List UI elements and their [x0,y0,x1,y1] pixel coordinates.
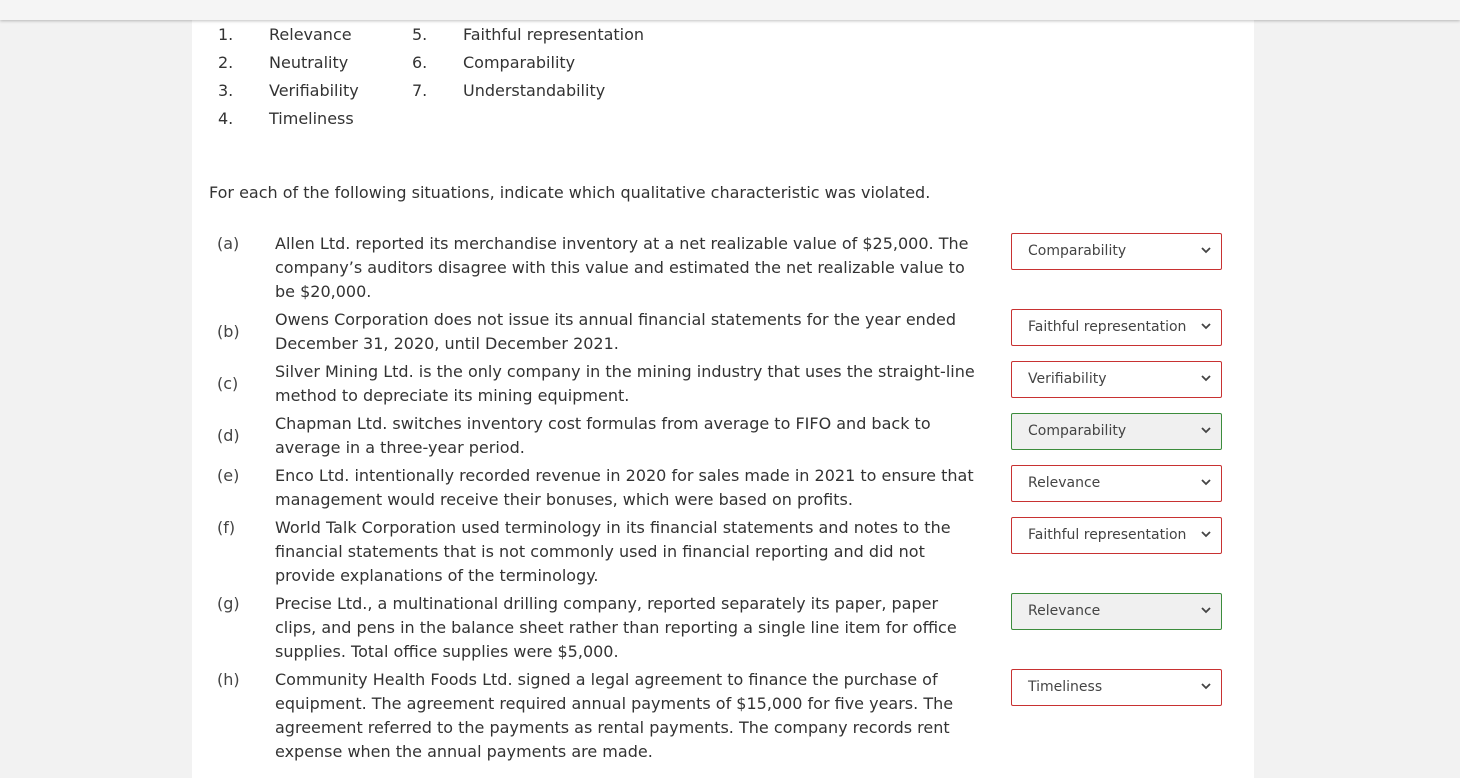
chevron-down-icon [1201,375,1211,382]
chevron-down-icon [1201,323,1211,330]
selected-value: Faithful representation [1028,319,1187,335]
list-item: Timeliness [269,109,354,128]
answer-select[interactable] [1011,517,1222,554]
selected-value: Comparability [1028,423,1127,439]
list-item: Faithful representation [463,25,645,44]
list-number: 6. [412,53,428,72]
question-text: Chapman Ltd. switches inventory cost formulas from average to FIFO and back to average in a three-year period. [275,414,931,457]
question-label: (e) [217,466,240,485]
chevron-down-icon [1201,607,1211,614]
chevron-down-icon [1201,479,1211,486]
answer-select[interactable] [1011,233,1222,270]
list-item: Neutrality [269,53,349,72]
list-item: Relevance [269,25,352,44]
question-text: Owens Corporation does not issue its annual financial statements for the year ended December 31, 2020, until December 2021. [275,310,956,353]
question-text: Precise Ltd., a multinational drilling company, reported separately its paper, paper clips, and pens in the balance sheet rather than reporting a single line item for office supplies. Total office supplies were $5,000. [275,594,957,661]
chevron-down-icon [1201,247,1211,254]
question-label: (h) [217,670,240,689]
selected-value: Verifiability [1028,371,1107,387]
list-number: 1. [218,25,234,44]
question-text: Allen Ltd. reported its merchandise inventory at a net realizable value of $25,000. The company’s auditors disagree with this value and estimated the net realizable value to be $20,000. [275,234,969,301]
instruction-text: For each of the following situations, indicate which qualitative characteristic was violated. [209,183,931,202]
question-label: (c) [217,374,239,393]
selected-value: Timeliness [1028,679,1103,695]
question-text: World Talk Corporation used terminology in its financial statements and notes to the financial statements that is not commonly used in financial reporting and did not provide explanations of the terminology. [275,518,951,585]
list-item: Understandability [463,81,606,100]
right-gutter [1254,0,1460,778]
answer-select[interactable] [1011,309,1222,346]
question-label: (g) [217,594,240,613]
answer-select[interactable] [1011,465,1222,502]
question-text: Enco Ltd. intentionally recorded revenue in 2020 for sales made in 2021 to ensure that management would receive their bonuses, which were based on profits. [275,466,974,509]
question-text: Silver Mining Ltd. is the only company in the mining industry that uses the straight-line method to depreciate its mining equipment. [275,362,975,405]
list-number: 4. [218,109,234,128]
answer-select[interactable] [1011,413,1222,450]
list-item: Comparability [463,53,576,72]
left-gutter [0,0,192,778]
list-number: 3. [218,81,234,100]
question-text: Community Health Foods Ltd. signed a legal agreement to finance the purchase of equipment. The agreement required annual payments of $15,000 for five years. The agreement referred to the payments as rental payments. The company records rent expense when the annual payments are made. [275,670,954,761]
chevron-down-icon [1201,531,1211,538]
top-bar [0,0,1460,20]
selected-value: Faithful representation [1028,527,1187,543]
selected-value: Comparability [1028,243,1127,259]
question-label: (f) [217,518,236,537]
answer-select[interactable] [1011,361,1222,398]
question-label: (d) [217,426,240,445]
question-label: (b) [217,322,240,341]
answer-select[interactable] [1011,593,1222,630]
answer-select[interactable] [1011,669,1222,706]
list-number: 5. [412,25,428,44]
list-number: 7. [412,81,428,100]
selected-value: Relevance [1028,475,1101,491]
list-number: 2. [218,53,234,72]
chevron-down-icon [1201,683,1211,690]
selected-value: Relevance [1028,603,1101,619]
chevron-down-icon [1201,427,1211,434]
question-label: (a) [217,234,240,253]
list-item: Verifiability [269,81,359,100]
